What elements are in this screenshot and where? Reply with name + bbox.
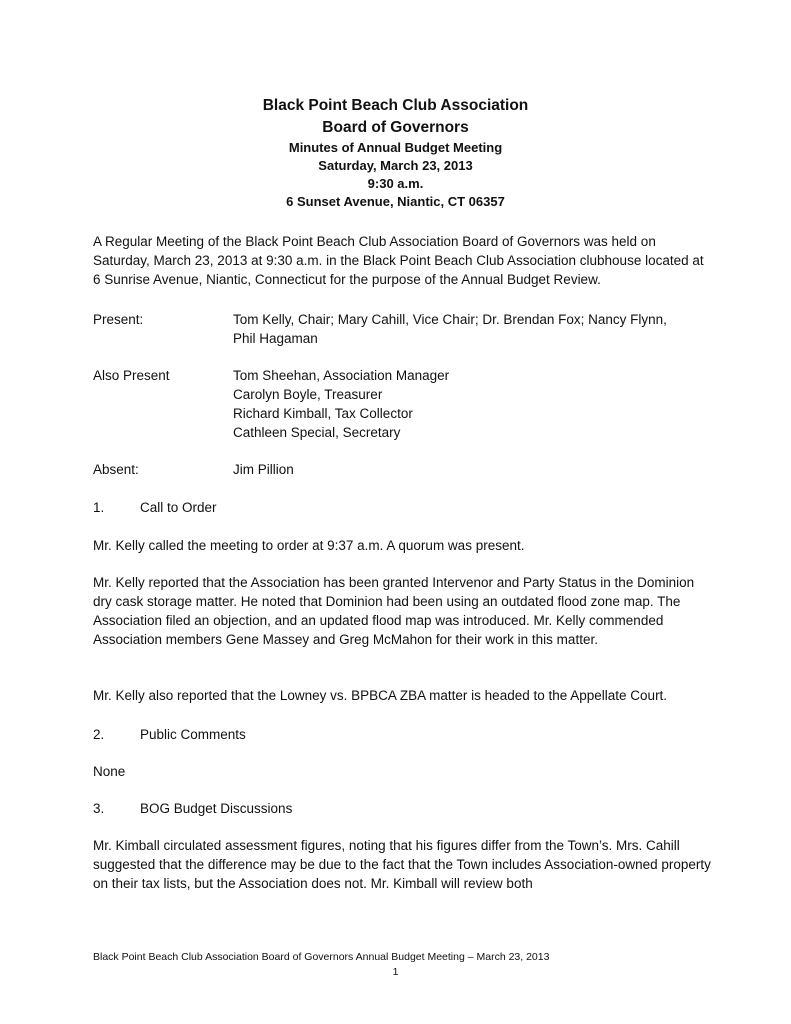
absent-label: Absent:: [93, 462, 139, 477]
present-line: Tom Kelly, Chair; Mary Cahill, Vice Chair; Dr. Brendan Fox; Nancy Flynn,: [233, 312, 667, 327]
page-number: 1: [392, 966, 399, 978]
meeting-date: Saturday, March 23, 2013: [318, 158, 473, 173]
section-number: 1.: [93, 500, 105, 515]
present-line: Phil Hagaman: [233, 331, 318, 346]
section-title: BOG Budget Discussions: [140, 801, 293, 816]
also-present-label: Also Present: [93, 368, 170, 383]
paragraph: Mr. Kelly called the meeting to order at 9:37 a.m. A quorum was present.: [93, 538, 525, 553]
present-list: [233, 310, 713, 348]
paragraph: Mr. Kelly reported that the Association has been granted Intervenor and Party Status in the Dominion dry cask storage matter. He noted that Dominion had been using an outdated flood zone map. The Association filed an objection, and an updated flood map was introduced. Mr. Kelly commended Association members Gene Massey and Greg McMahon for their work in this matter.: [93, 575, 695, 647]
section-number: 2.: [93, 727, 105, 742]
document-header: [0, 95, 791, 211]
intro-paragraph: A Regular Meeting of the Black Point Beach Club Association Board of Governors was held on Saturday, March 23, 2013 at 9:30 a.m. in the Black Point Beach Club Association clubhouse located at 6 Sunrise Avenue, Niantic, Connecticut for the purpose of the Annual Budget Review.: [93, 234, 704, 287]
paragraph: Mr. Kimball circulated assessment figures, noting that his figures differ from the Town’s. Mrs. Cahill suggested that the difference may be due to the fact that the Town includes Association-owned property on their tax lists, but the Association does not. Mr. Kimball will review both: [93, 838, 711, 891]
paragraph: Mr. Kelly also reported that the Lowney vs. BPBCA ZBA matter is headed to the Appellate Court.: [93, 688, 668, 703]
also-present-item: Cathleen Special, Secretary: [233, 425, 401, 440]
section-title: Public Comments: [140, 727, 246, 742]
present-label: Present:: [93, 312, 144, 327]
also-present-item: Carolyn Boyle, Treasurer: [233, 387, 383, 402]
paragraph: None: [93, 764, 126, 779]
meeting-title: Minutes of Annual Budget Meeting: [288, 140, 503, 155]
also-present-item: Tom Sheehan, Association Manager: [233, 368, 450, 383]
section-number: 3.: [93, 801, 105, 816]
meeting-address: 6 Sunset Avenue, Niantic, CT 06357: [286, 194, 505, 209]
organization-title: Black Point Beach Club Association: [262, 97, 529, 114]
section-title: Call to Order: [140, 500, 217, 515]
also-present-list: [233, 366, 713, 442]
also-present-item: Richard Kimball, Tax Collector: [233, 406, 413, 421]
meeting-time: 9:30 a.m.: [367, 176, 424, 191]
page-footer: Black Point Beach Club Association Board of Governors Annual Budget Meeting – March 23, 2013: [93, 951, 550, 963]
absent-list: Jim Pillion: [233, 462, 294, 477]
board-title: Board of Governors: [322, 119, 469, 136]
